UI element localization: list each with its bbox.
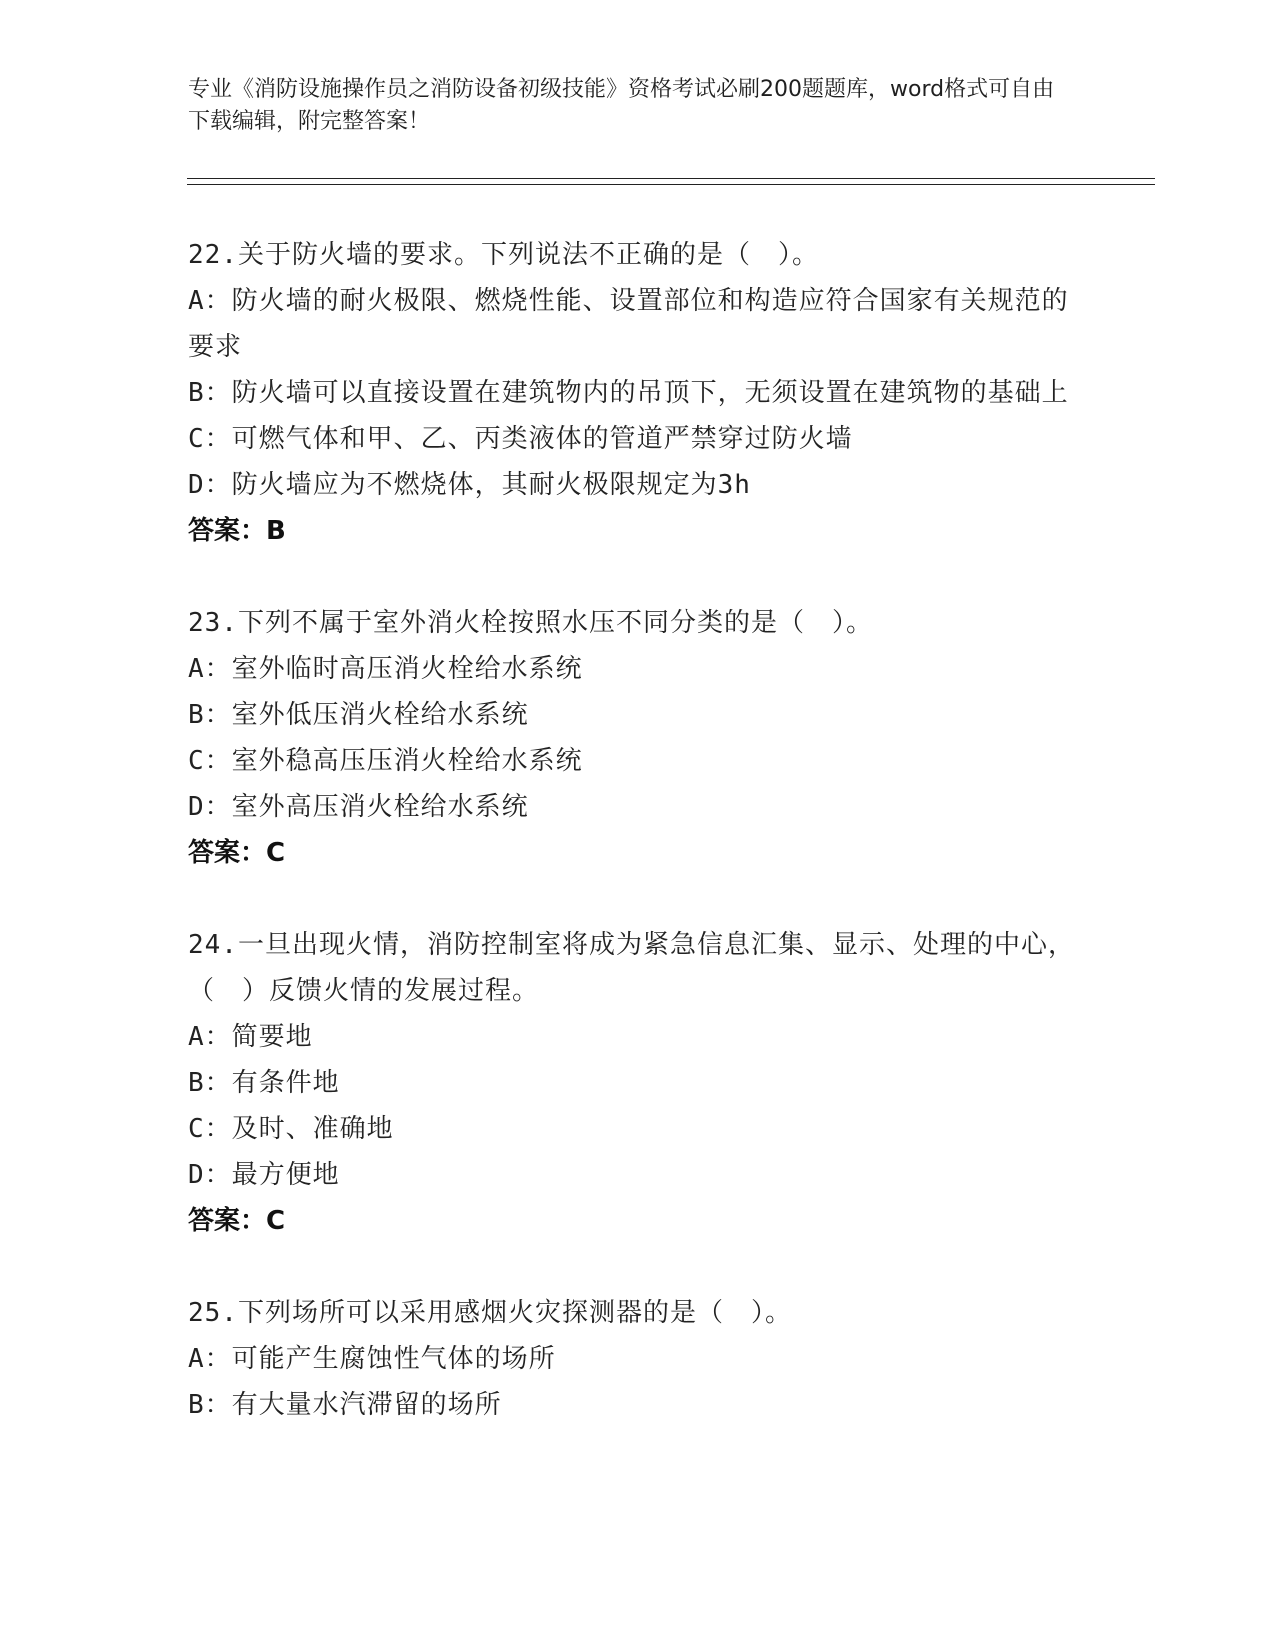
header-rule-top (187, 178, 1155, 179)
question-stem: 23.下列不属于室外消火栓按照水压不同分类的是（ ）。 (188, 608, 873, 638)
answer-line: 答案：C (188, 838, 286, 868)
option-d: D：最方便地 (188, 1160, 340, 1190)
option-d: D：防火墙应为不燃烧体，其耐火极限规定为3h (188, 470, 751, 500)
option-a: A：防火墙的耐火极限、燃烧性能、设置部位和构造应符合国家有关规范的要求 (188, 286, 1069, 362)
option-c: C：及时、准确地 (188, 1114, 394, 1144)
option-c: C：室外稳高压压消火栓给水系统 (188, 746, 583, 776)
question-25 (188, 1290, 1088, 1428)
option-a: A：室外临时高压消火栓给水系统 (188, 654, 583, 684)
question-list (188, 232, 1088, 1474)
question-stem: 24.一旦出现火情，消防控制室将成为紧急信息汇集、显示、处理的中心，（ ）反馈火情的发展过程。 (188, 930, 1075, 1006)
question-23 (188, 600, 1088, 876)
question-stem: 25.下列场所可以采用感烟火灾探测器的是（ ）。 (188, 1298, 792, 1328)
document-header: 专业《消防设施操作员之消防设备初级技能》资格考试必刷200题题库，word格式可自由下载编辑，附完整答案！ (188, 77, 1055, 134)
answer-line: 答案：B (188, 516, 286, 546)
option-c: C：可燃气体和甲、乙、丙类液体的管道严禁穿过防火墙 (188, 424, 853, 454)
question-22 (188, 232, 1088, 554)
answer-line: 答案：C (188, 1206, 286, 1236)
question-stem: 22.关于防火墙的要求。下列说法不正确的是（ ）。 (188, 240, 819, 270)
option-b: B：防火墙可以直接设置在建筑物内的吊顶下，无须设置在建筑物的基础上 (188, 378, 1069, 408)
header-rule-bottom (187, 184, 1155, 185)
option-a: A：简要地 (188, 1022, 313, 1052)
option-b: B：有大量水汽滞留的场所 (188, 1390, 502, 1420)
option-a: A：可能产生腐蚀性气体的场所 (188, 1344, 556, 1374)
option-d: D：室外高压消火栓给水系统 (188, 792, 529, 822)
question-24 (188, 922, 1088, 1244)
option-b: B：有条件地 (188, 1068, 340, 1098)
option-b: B：室外低压消火栓给水系统 (188, 700, 529, 730)
